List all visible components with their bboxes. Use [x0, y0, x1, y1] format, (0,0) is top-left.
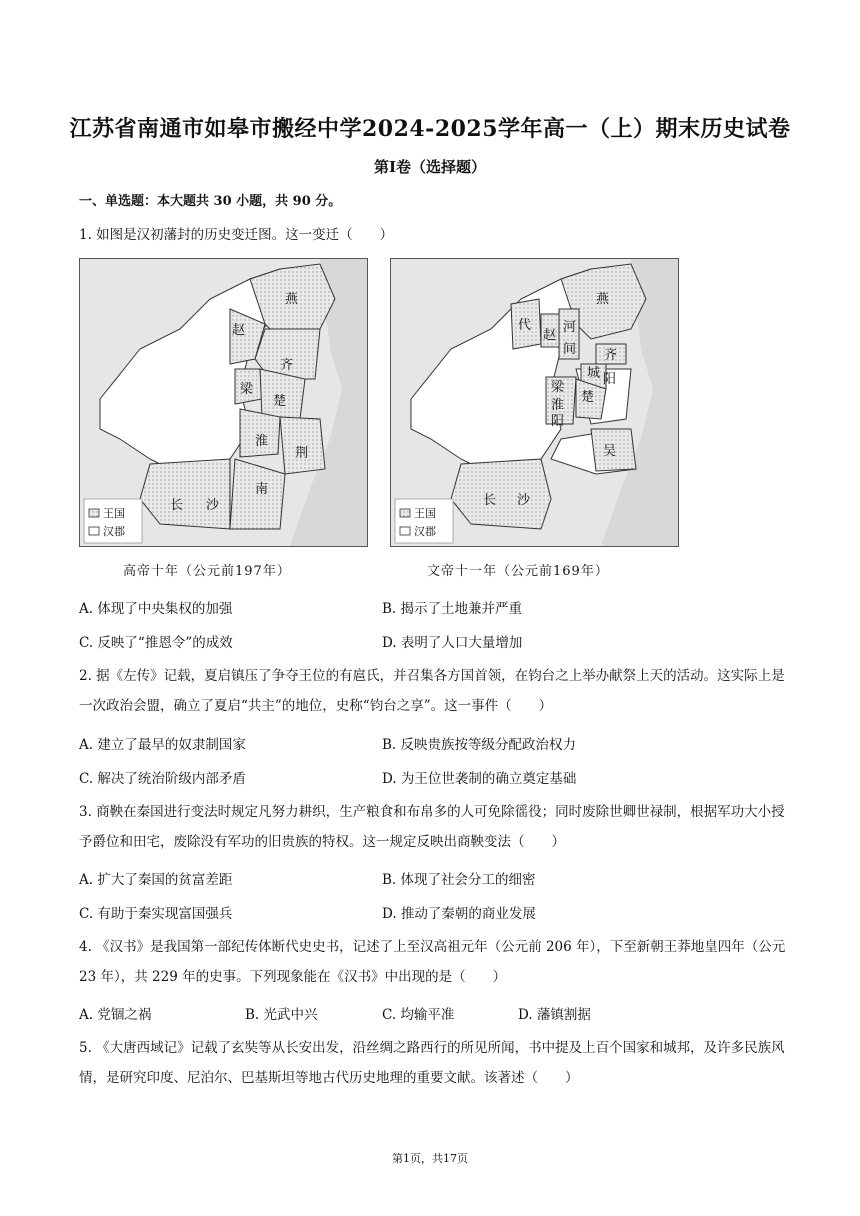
question-1-stem: 1. 如图是汉初藩封的历史变迁图。这一变迁（ ） [79, 227, 394, 243]
question-5-stem: 5. 《大唐西域记》记载了玄奘等从长安出发，沿丝绸之路西行的所见所闻，书中提及上百个国家和城邦，及许多民族风情，是研究印度、尼泊尔、巴基斯坦等地古代历史地理的重要文献。该著述（ ） [79, 1040, 785, 1086]
legend-commandery-label: 汉郡 [103, 525, 125, 538]
map-right-label: 城 [587, 366, 601, 381]
map-right-label: 沙 [517, 493, 531, 508]
question-1-maps [79, 258, 679, 588]
question-2-option-b[interactable]: B. 反映贵族按等级分配政治权力 [382, 737, 577, 753]
map-left-label: 齐 [280, 358, 294, 373]
map-left-label: 燕 [285, 292, 299, 307]
map-right-label: 阳 [603, 372, 617, 387]
map-right-label: 代 [518, 318, 532, 333]
map-right-label: 间 [563, 342, 577, 357]
question-2-option-c[interactable]: C. 解决了统治阶级内部矛盾 [79, 771, 246, 787]
map-right-label: 长 [483, 493, 497, 508]
map-left-label: 沙 [206, 498, 220, 513]
map-right-caption: 文帝十一年（公元前169年） [427, 564, 609, 579]
map-left-label: 南 [255, 482, 269, 497]
map-left-label: 荆 [295, 446, 309, 461]
question-3-stem: 3. 商鞅在秦国进行变法时规定凡努力耕织，生产粮食和布帛多的人可免除徭役；同时废除世卿世禄制，根据军功大小授予爵位和田宅，废除没有军功的旧贵族的特权。这一规定反映出商鞅变法（ ） [79, 804, 785, 850]
map-left-label: 赵 [232, 323, 246, 338]
question-4-option-b[interactable]: B. 光武中兴 [245, 1007, 318, 1023]
legend-kingdom-label: 王国 [103, 507, 125, 520]
map-left-graphic [80, 259, 367, 546]
question-3-option-d[interactable]: D. 推动了秦朝的商业发展 [382, 906, 536, 922]
exam-title: 江苏省南通市如皋市搬经中学2024-2025学年高一（上）期末历史试卷 [69, 116, 791, 142]
map-right-label: 阳 [551, 414, 565, 429]
map-right-label: 燕 [596, 292, 610, 307]
question-1-option-a[interactable]: A. 体现了中央集权的加强 [79, 601, 233, 617]
legend-kingdom-label: 王国 [414, 507, 436, 520]
section-heading: 一、单选题：本大题共 30 小题，共 90 分。 [79, 194, 342, 209]
question-2-option-d[interactable]: D. 为王位世袭制的确立奠定基础 [382, 771, 577, 787]
question-4-stem: 4. 《汉书》是我国第一部纪传体断代史史书，记述了上至汉高祖元年（公元前 206 年），下至新朝王莽地皇四年（公元 23 年），共 229 年的史事。下列现象能在《汉书》中出现的是（ ） [79, 939, 786, 985]
map-left-label: 梁 [240, 382, 254, 397]
question-2-stem: 2. 据《左传》记载，夏启镇压了争夺王位的有扈氏，并召集各方国首领，在钧台之上举办献祭上天的活动。这实际上是一次政治会盟，确立了夏启“共主”的地位，史称“钧台之享”。这一事件（ ） [79, 668, 785, 714]
question-1-option-d[interactable]: D. 表明了人口大量增加 [382, 635, 523, 651]
question-3-option-b[interactable]: B. 体现了社会分工的细密 [382, 872, 536, 888]
map-left-label: 长 [170, 498, 184, 513]
question-3-option-a[interactable]: A. 扩大了秦国的贫富差距 [79, 872, 233, 888]
question-3-option-c[interactable]: C. 有助于秦实现富国强兵 [79, 906, 233, 922]
map-left [79, 258, 368, 547]
map-left-caption: 高帝十年（公元前197年） [123, 564, 291, 579]
map-right-label: 河 [563, 320, 577, 335]
map-right-label: 梁 [551, 380, 565, 395]
question-4-option-a[interactable]: A. 党锢之祸 [79, 1007, 152, 1023]
map-right [390, 258, 679, 547]
map-left-label: 楚 [273, 394, 287, 409]
map-left-label: 淮 [255, 434, 269, 449]
question-1-option-c[interactable]: C. 反映了“推恩令”的成效 [79, 635, 233, 651]
page-footer: 第1页，共17页 [392, 1152, 468, 1165]
paper-part-title: 第Ⅰ卷（选择题） [373, 158, 487, 176]
map-right-label: 楚 [581, 390, 595, 405]
question-4-option-d[interactable]: D. 藩镇割据 [518, 1007, 591, 1023]
map-right-label: 吴 [603, 444, 617, 459]
legend-commandery-label: 汉郡 [414, 525, 436, 538]
question-2-option-a[interactable]: A. 建立了最早的奴隶制国家 [79, 737, 246, 753]
map-right-label: 赵 [543, 328, 557, 343]
question-4-option-c[interactable]: C. 均输平准 [382, 1007, 455, 1023]
map-right-graphic [391, 259, 678, 546]
map-right-label: 淮 [551, 398, 565, 413]
question-1-option-b[interactable]: B. 揭示了土地兼并严重 [382, 601, 523, 617]
map-right-label: 齐 [604, 348, 618, 363]
